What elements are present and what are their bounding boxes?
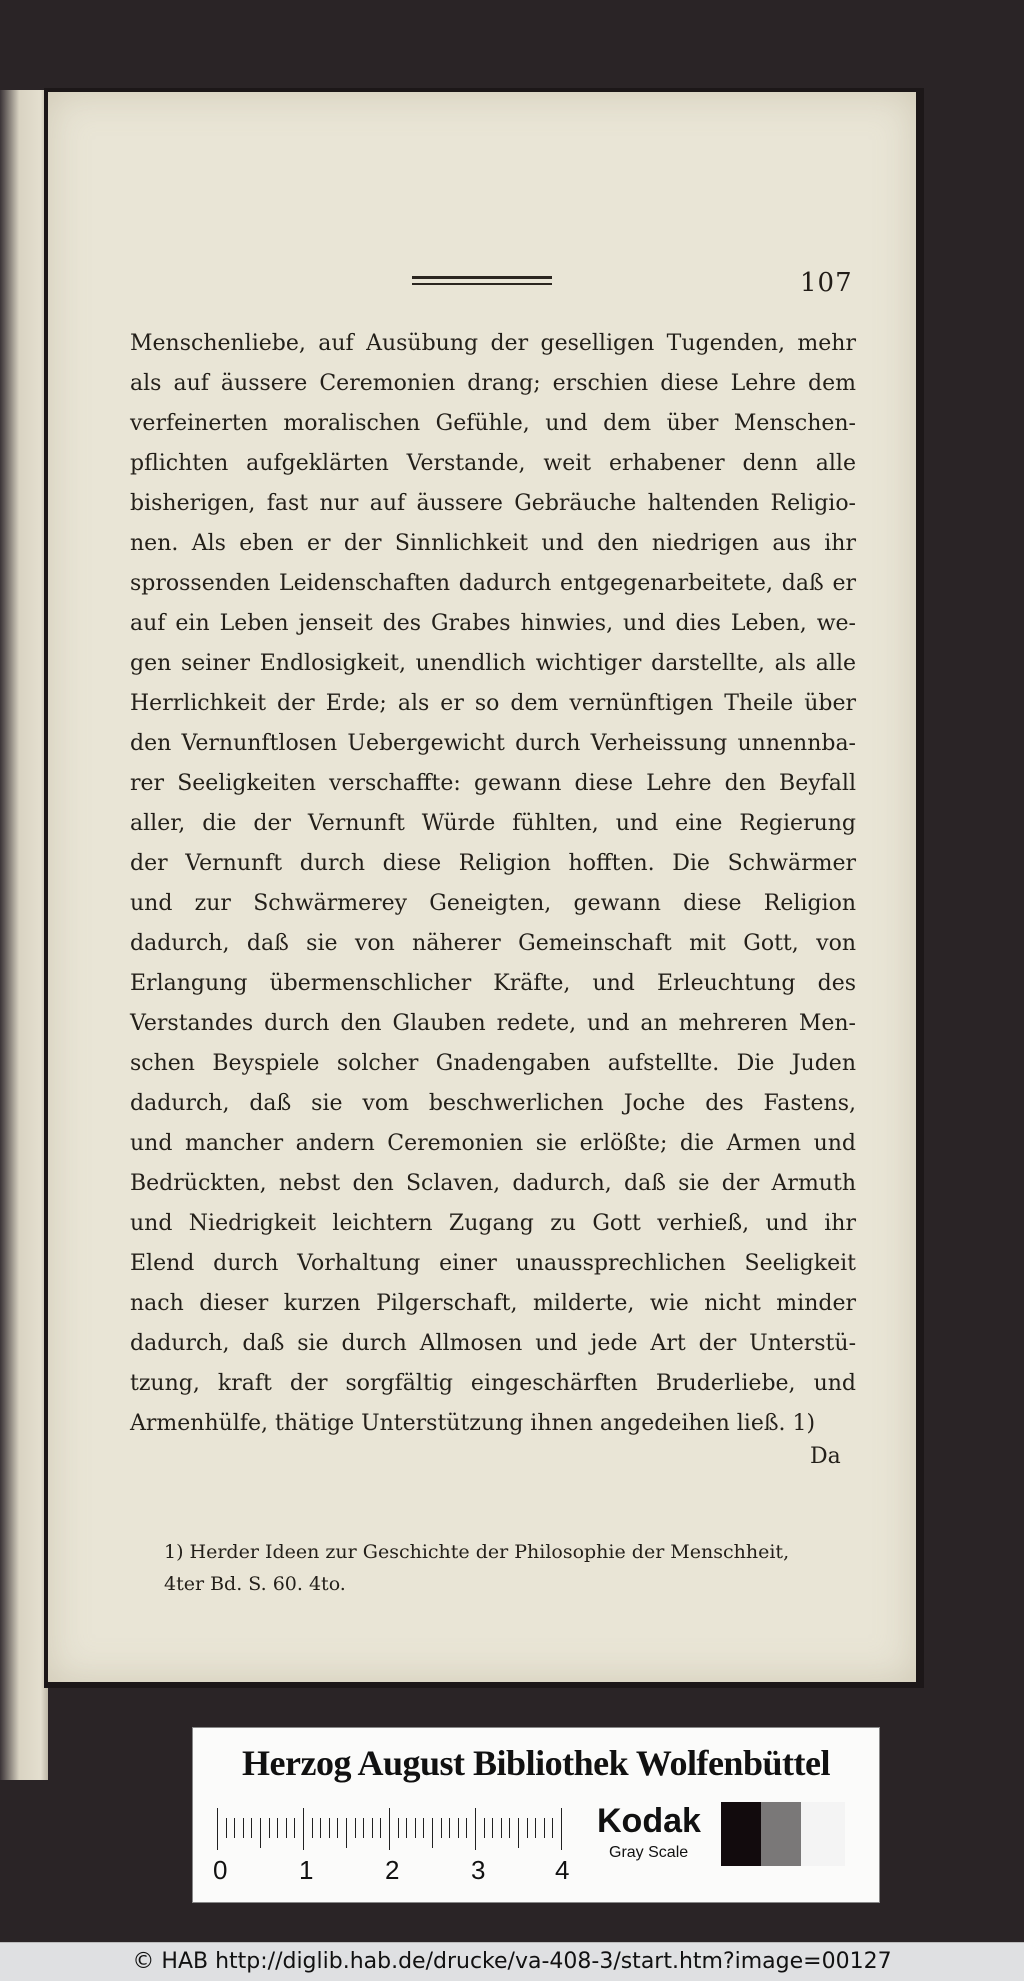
text-line: bisherigen, fast nur auf äussere Gebräuche haltenden Religio- (130, 491, 856, 516)
ruler-tick (406, 1818, 407, 1838)
catchword: Da (810, 1444, 841, 1469)
ruler-tick (243, 1818, 244, 1838)
text-line: auf ein Leben jenseit des Grabes hinwies, und dies Leben, we- (130, 611, 856, 636)
ruler-tick (423, 1818, 424, 1838)
text-line: gen seiner Endlosigkeit, unendlich wichtiger darstellte, als alle (130, 651, 856, 676)
text-line: sprossenden Leidenschaften dadurch entgegenarbeitete, daß er (130, 571, 856, 596)
text-line: Armenhülfe, thätige Unterstützung ihnen angedeihen ließ. 1) (130, 1411, 816, 1436)
ruler-tick (260, 1818, 261, 1848)
ruler-tick (294, 1818, 295, 1838)
ruler-tick (372, 1818, 373, 1838)
scale-label: 3 (471, 1855, 486, 1885)
text-line: Elend durch Vorhaltung einer unaussprechlichen Seeligkeit (130, 1251, 856, 1276)
text-line: Menschenliebe, auf Ausübung der geselligen Tugenden, mehr (130, 331, 856, 356)
ruler-tick (432, 1818, 433, 1848)
scale-label: 4 (555, 1855, 570, 1885)
text-line: und zur Schwärmerey Geneigten, gewann diese Religion (130, 891, 856, 916)
header-rule (412, 276, 552, 285)
ruler-tick (415, 1818, 416, 1838)
swatch-white (801, 1802, 845, 1866)
text-line: Bedrückten, nebst den Sclaven, dadurch, daß sie der Armuth (130, 1171, 856, 1196)
ruler-tick (552, 1818, 553, 1838)
book-page (48, 92, 916, 1682)
text-line: dadurch, daß sie vom beschwerlichen Joche des Fastens, (130, 1091, 856, 1116)
ruler-tick (458, 1818, 459, 1838)
ruler-tick (312, 1818, 313, 1838)
ruler-tick (561, 1808, 562, 1850)
ruler-tick (277, 1818, 278, 1838)
text-line: nach dieser kurzen Pilgerschaft, milderte, wie nicht minder (130, 1291, 856, 1316)
scale-label: 0 (213, 1855, 228, 1885)
text-line: dadurch, daß sie durch Allmosen und jede Art der Unterstü- (130, 1331, 856, 1356)
scale-label: 1 (299, 1855, 314, 1885)
ruler-tick (535, 1818, 536, 1838)
ruler-tick (329, 1818, 330, 1838)
ruler-tick (320, 1818, 321, 1838)
body-text (130, 324, 856, 1444)
ruler-tick (355, 1818, 356, 1838)
text-line: tzung, kraft der sorgfältig eingeschärften Bruderliebe, und (130, 1371, 856, 1396)
swatch-gray (761, 1802, 801, 1866)
ruler-tick (492, 1818, 493, 1838)
ruler-tick (501, 1818, 502, 1838)
text-line: und Niedrigkeit leichtern Zugang zu Gott verhieß, und ihr (130, 1211, 856, 1236)
ruler-tick (544, 1818, 545, 1838)
footer-bar (0, 1942, 1024, 1981)
ruler-tick (269, 1818, 270, 1838)
ruler-scale (217, 1808, 557, 1850)
ruler-tick (380, 1818, 381, 1838)
ruler-tick (286, 1818, 287, 1838)
left-page-edge (0, 0, 48, 1780)
library-title: Herzog August Bibliothek Wolfenbüttel (242, 1743, 830, 1783)
ruler-tick (389, 1808, 390, 1850)
footnote (164, 1536, 864, 1600)
text-line: der Vernunft durch diese Religion hofften. Die Schwärmer (130, 851, 856, 876)
ruler-tick (217, 1808, 218, 1850)
ruler-tick (475, 1808, 476, 1850)
ruler-tick (466, 1818, 467, 1838)
gray-scale-label: Gray Scale (609, 1844, 689, 1861)
text-line: den Vernunftlosen Uebergewicht durch Verheissung unnennba- (130, 731, 856, 756)
text-line: pflichten aufgeklärten Verstande, weit erhabener denn alle (130, 451, 856, 476)
ruler-tick (226, 1818, 227, 1838)
text-line: rer Seeligkeiten verschaffte: gewann diese Lehre den Beyfall (130, 771, 856, 796)
ruler-tick (303, 1808, 304, 1850)
ruler-tick (251, 1818, 252, 1838)
scale-label: 2 (385, 1855, 400, 1885)
text-line: Erlangung übermenschlicher Kräfte, und Erleuchtung des (130, 971, 856, 996)
ruler-tick (484, 1818, 485, 1838)
text-line: und mancher andern Ceremonien sie erlößte; die Armen und (130, 1131, 856, 1156)
page-number: 107 (800, 268, 853, 298)
ruler-tick (449, 1818, 450, 1838)
text-line: Verstandes durch den Glauben redete, und an mehreren Men- (130, 1011, 856, 1036)
text-line: aller, die der Vernunft Würde fühlten, und eine Regierung (130, 811, 856, 836)
ruler-tick (346, 1818, 347, 1848)
footnote-line: 4ter Bd. S. 60. 4to. (164, 1573, 346, 1595)
kodak-logo: Kodak (597, 1802, 701, 1840)
text-line: als auf äussere Ceremonien drang; erschien diese Lehre dem (130, 371, 856, 396)
text-line: dadurch, daß sie von näherer Gemeinschaft mit Gott, von (130, 931, 856, 956)
ruler-tick (441, 1818, 442, 1838)
ruler-tick (518, 1818, 519, 1848)
ruler-tick (337, 1818, 338, 1838)
ruler-tick (527, 1818, 528, 1838)
text-line: nen. Als eben er der Sinnlichkeit und den niedrigen aus ihr (130, 531, 856, 556)
ruler-tick (509, 1818, 510, 1838)
color-calibration-card (192, 1727, 880, 1903)
footnote-line: 1) Herder Ideen zur Geschichte der Philosophie der Menschheit, (164, 1541, 790, 1563)
text-line: verfeinerten moralischen Gefühle, und dem über Menschen- (130, 411, 856, 436)
scan-background (0, 0, 48, 90)
ruler-tick (234, 1818, 235, 1838)
copyright-link[interactable]: © HAB http://diglib.hab.de/drucke/va-408-3/start.htm?image=00127 (132, 1949, 892, 1974)
ruler-tick (363, 1818, 364, 1838)
ruler-tick (398, 1818, 399, 1838)
swatch-black (721, 1802, 761, 1866)
text-line: schen Beyspiele solcher Gnadengaben aufstellte. Die Juden (130, 1051, 856, 1076)
text-line: Herrlichkeit der Erde; als er so dem vernünftigen Theile über (130, 691, 856, 716)
